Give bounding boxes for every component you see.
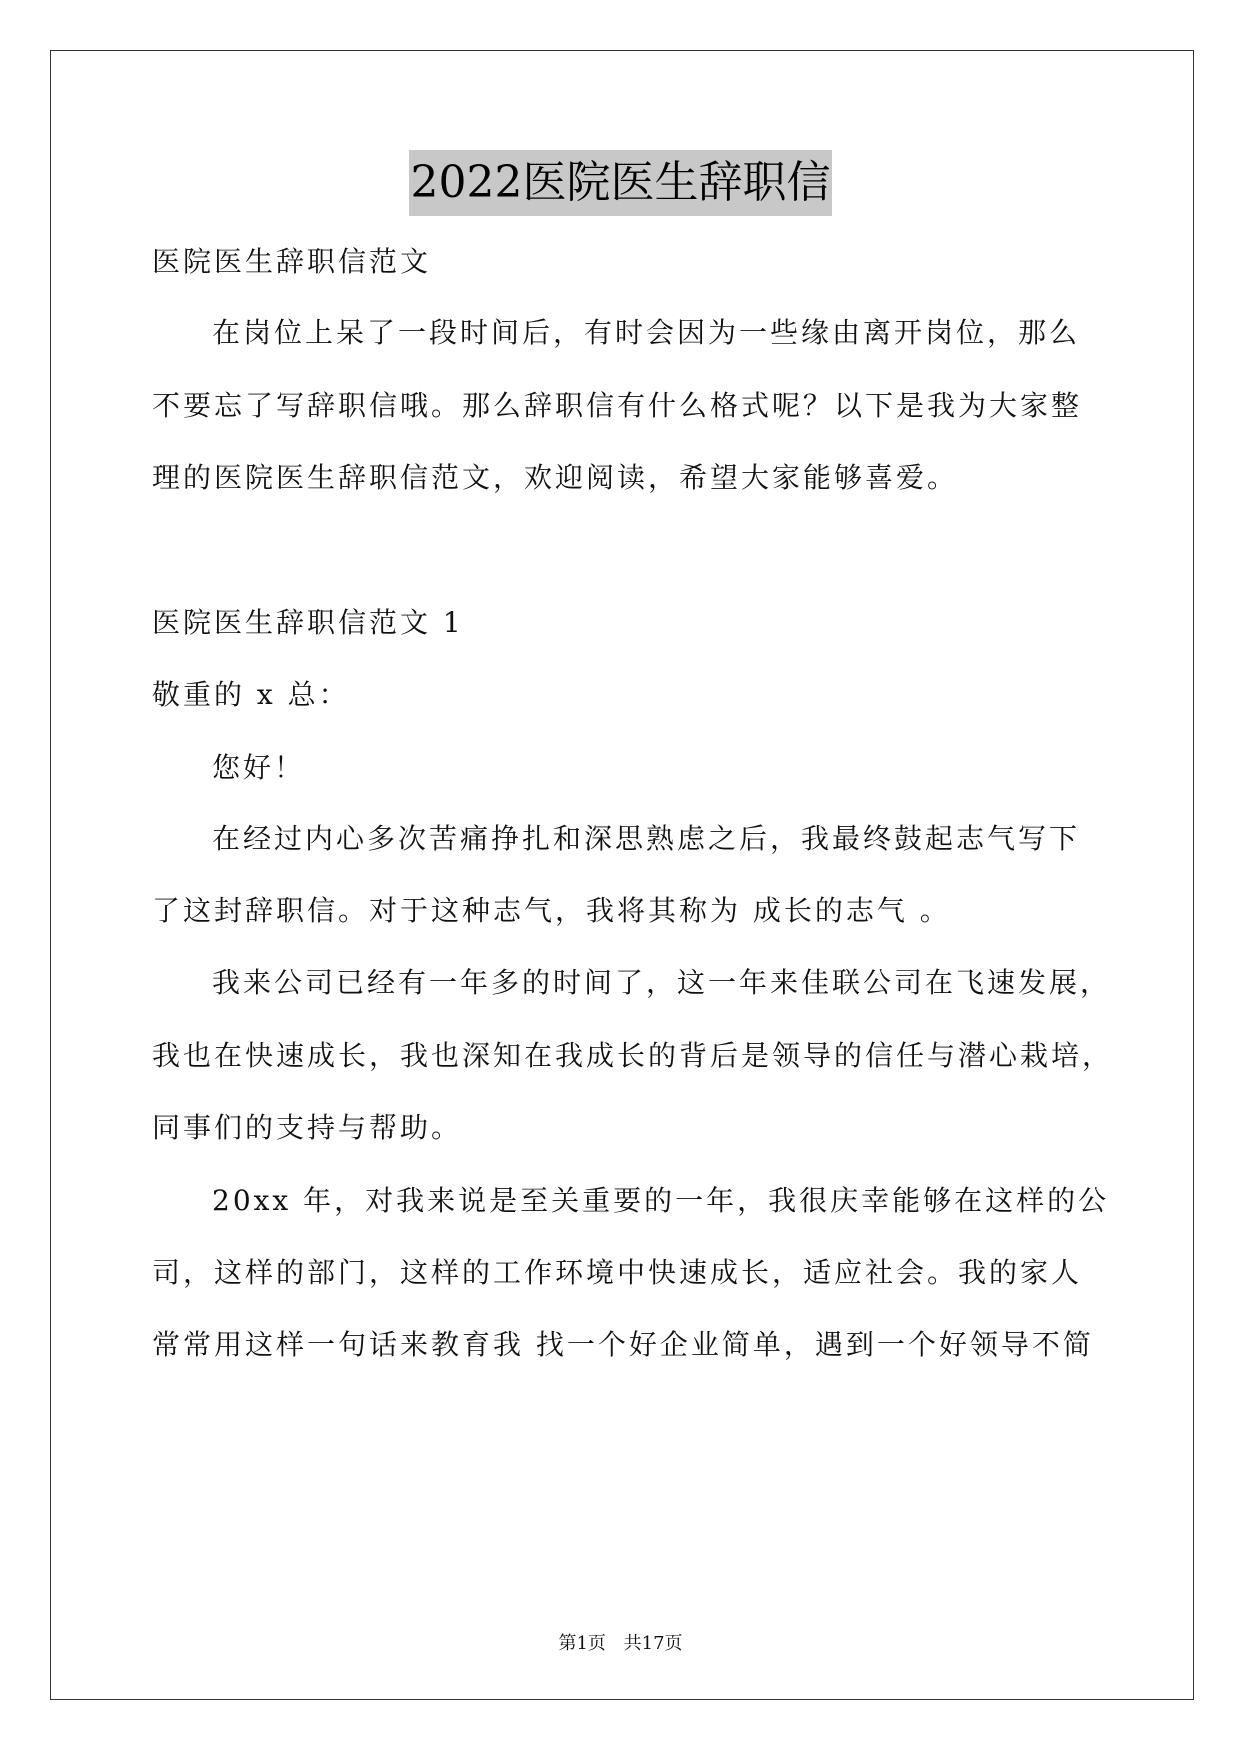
paragraph-line: 司，这样的部门，这样的工作环境中快速成长，适应社会。我的家人 (152, 1256, 1083, 1289)
paragraph-line: 在经过内心多次苦痛挣扎和深思熟虑之后，我最终鼓起志气写下 (212, 822, 1081, 855)
paragraph-line: 20xx 年，对我来说是至关重要的一年，我很庆幸能够在这样的公 (212, 1184, 1110, 1217)
document-title: 2022医院医生辞职信 (409, 150, 833, 216)
section-heading: 医院医生辞职信范文 1 (152, 606, 464, 639)
paragraph-line: 不要忘了写辞职信哦。那么辞职信有什么格式呢？以下是我为大家整 (152, 389, 1083, 422)
subtitle-line: 医院医生辞职信范文 (152, 245, 432, 278)
greeting: 您好！ (212, 751, 306, 784)
paragraph-line: 我也在快速成长，我也深知在我成长的背后是领导的信任与潜心栽培， (152, 1039, 1114, 1072)
paragraph-line: 我来公司已经有一年多的时间了，这一年来佳联公司在飞速发展， (212, 966, 1112, 999)
title-container (0, 150, 1241, 216)
page-footer (0, 1632, 1241, 1656)
paragraph-line: 同事们的支持与帮助。 (152, 1111, 463, 1144)
paragraph-line: 了这封辞职信。对于这种志气，我将其称为 成长的志气 。 (152, 894, 951, 927)
salutation: 敬重的 x 总： (152, 678, 350, 711)
page-number: 第1页 (558, 1633, 606, 1654)
paragraph-line: 在岗位上呆了一段时间后，有时会因为一些缘由离开岗位，那么 (212, 316, 1081, 349)
paragraph-line: 理的医院医生辞职信范文，欢迎阅读，希望大家能够喜爱。 (152, 461, 959, 494)
paragraph-line: 常常用这样一句话来教育我 找一个好企业简单，遇到一个好领导不简 (152, 1328, 1094, 1361)
page-total: 共17页 (623, 1633, 683, 1654)
page-border (50, 50, 1194, 1700)
